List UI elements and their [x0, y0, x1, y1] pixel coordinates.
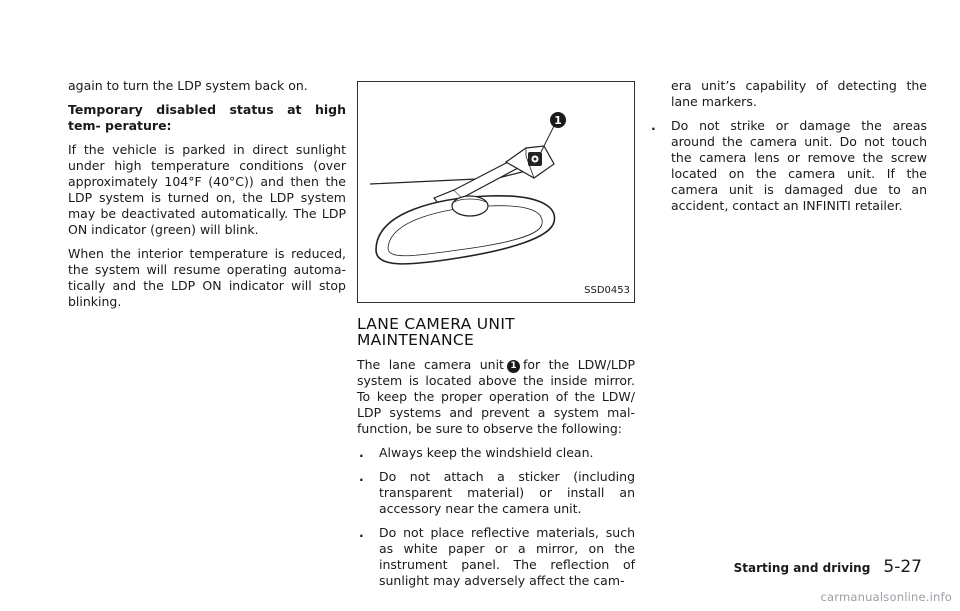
- watermark: carmanualsonline.info: [820, 590, 952, 604]
- bullet-item: . Always keep the windshield clean.: [359, 445, 594, 460]
- section-heading: LANE CAMERA UNIT MAINTENANCE: [357, 315, 515, 349]
- page-number: 5-27: [883, 557, 922, 577]
- figure-code: SSD0453: [584, 285, 630, 296]
- right-column: [649, 78, 927, 222]
- page-footer: [734, 557, 922, 577]
- callout-number: 1: [507, 360, 520, 373]
- intro-text: again to turn the LDP system back on.: [68, 78, 308, 93]
- section-name: Starting and driving: [733, 561, 871, 575]
- intro-text: for the LDW/LDP system is located above the inside mirror. To keep the proper operation of the LDW/ LDP systems and prevent a system mal- function, be sure to observe the following:: [357, 357, 635, 436]
- mirror-illustration: [358, 82, 634, 302]
- bullet-symbol: .: [359, 525, 364, 540]
- callout-number: 1: [554, 114, 562, 127]
- continuation-text: era unit’s capability of detecting the lane markers.: [671, 78, 927, 109]
- intro-paragraph: [357, 357, 635, 437]
- middle-column: [357, 81, 635, 597]
- paragraph: If the vehicle is parked in direct sunlight under high temperature conditions (over approximately 104°F (40°C)) and then the LDP system is turned on, the LDP system may be deactivated automatically. The LDP ON indicator (green) will blink.: [68, 142, 346, 237]
- left-column: [68, 78, 346, 318]
- intro-text: The lane camera unit: [357, 357, 504, 372]
- bullet-symbol: .: [359, 445, 364, 460]
- bullet-symbol: .: [651, 118, 656, 133]
- bullet-item: . Do not strike or damage the areas around the camera unit. Do not touch the camera lens or remove the screw located on the camera unit. If the camera unit is damaged due to an accident, contact an INFINITI retailer.: [651, 118, 927, 213]
- bullet-symbol: .: [359, 469, 364, 484]
- bullet-item: . Do not attach a sticker (including transparent material) or install an accessory near the camera unit.: [359, 469, 635, 516]
- paragraph: When the interior temperature is reduced, the system will resume operating automa- tically and the LDP ON indicator will stop blinking.: [68, 246, 346, 309]
- camera-unit-illustration: [506, 146, 554, 178]
- camera-figure: [357, 81, 635, 303]
- bullet-item: . Do not place reflective materials, such as white paper or a mirror, on the instrument panel. The reflection of sunlight may adversely affect the cam-: [359, 525, 635, 588]
- subheading: Temporary disabled status at high tem- perature:: [68, 102, 346, 133]
